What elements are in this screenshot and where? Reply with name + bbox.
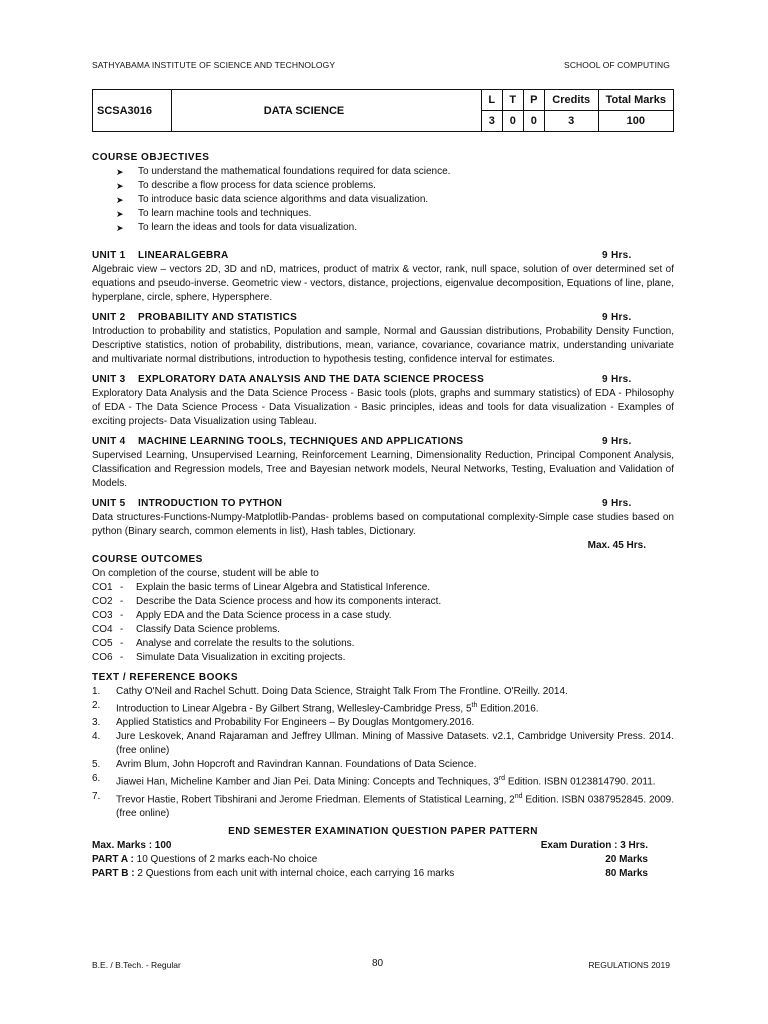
list-item: ➤ To learn the ideas and tools for data visualization. [116, 222, 358, 233]
outcomes-intro: On completion of the course, student will be able to [92, 568, 319, 579]
exam-pattern-title: END SEMESTER EXAMINATION QUESTION PAPER PATTERN [228, 825, 538, 837]
list-item: CO1 - Explain the basic terms of Linear Algebra and Statistical Inference. [92, 582, 431, 593]
list-item: 2. Introduction to Linear Algebra - By Gilbert Strang, Wellesley-Cambridge Press, 5th Edition.2016. [92, 700, 539, 715]
unit-2 [92, 311, 674, 367]
col-total-marks: Total Marks [598, 90, 673, 111]
exam-summary [92, 839, 674, 853]
col-l: L [481, 90, 502, 111]
unit-text: Exploratory Data Analysis and the Data Science Process - Basic tools (plots, graphs and summary statistics) of EDA - Philosophy of EDA - The Data Science Process - Data Visualization - Basic principles, ideas and tools for data visualization - Examples of exciting projects- Data Visualization using Tableau. [92, 388, 674, 427]
val-credits: 3 [544, 111, 598, 132]
document-body [92, 151, 674, 881]
arrow-icon: ➤ [116, 223, 124, 233]
arrow-icon: ➤ [116, 209, 124, 219]
list-item: CO4 - Classify Data Science problems. [92, 624, 280, 635]
unit-heading: UNIT 1 LINEARALGEBRA 9 Hrs. [92, 250, 632, 261]
unit-heading: UNIT 3 EXPLORATORY DATA ANALYSIS AND THE DATA SCIENCE PROCESS 9 Hrs. [92, 374, 632, 385]
unit-heading: UNIT 5 INTRODUCTION TO PYTHON 9 Hrs. [92, 498, 632, 509]
list-item: ➤ To learn machine tools and techniques. [116, 208, 312, 219]
list-item: CO3 - Apply EDA and the Data Science process in a case study. [92, 610, 392, 621]
unit-3 [92, 373, 674, 429]
exam-duration: Exam Duration : 3 Hrs. [540, 839, 648, 851]
objectives-heading: COURSE OBJECTIVES [92, 152, 210, 163]
list-item: CO6 - Simulate Data Visualization in exciting projects. [92, 652, 346, 663]
unit-4 [92, 435, 674, 491]
list-item: CO2 - Describe the Data Science process and how its components interact. [92, 596, 442, 607]
arrow-icon: ➤ [116, 195, 124, 205]
val-total-marks: 100 [598, 111, 673, 132]
program-label: B.E. / B.Tech. - Regular [92, 960, 181, 970]
outcomes-heading: COURSE OUTCOMES [92, 554, 203, 565]
val-l: 3 [481, 111, 502, 132]
list-item: 3. Applied Statistics and Probability For Engineers – By Douglas Montgomery.2016. [92, 717, 475, 729]
unit-heading: UNIT 2 PROBABILITY AND STATISTICS 9 Hrs. [92, 312, 632, 323]
list-item: ➤ To introduce basic data science algorithms and data visualization. [116, 194, 429, 205]
arrow-icon: ➤ [116, 167, 124, 177]
list-item: ➤ To describe a flow process for data science problems. [116, 180, 376, 191]
books-list [92, 685, 674, 821]
unit-1 [92, 249, 674, 305]
outcomes-list [92, 581, 674, 665]
arrow-icon: ➤ [116, 181, 124, 191]
unit-text: Algebraic view – vectors 2D, 3D and nD, matrices, product of matrix & vector, rank, null space, solution of over determined set of equations and pseudo-inverse. Geometric view - vectors, distance, projections, eigenvalue decomposition, Equations of line, plane, hyperplane, circle, sphere, Hypersphere. [92, 264, 674, 303]
unit-heading: UNIT 4 MACHINE LEARNING TOOLS, TECHNIQUES AND APPLICATIONS 9 Hrs. [92, 436, 632, 447]
list-item: 1. Cathy O'Neil and Rachel Schutt. Doing Data Science, Straight Talk From The Frontline. O'Reilly. 2014. [92, 686, 568, 697]
course-title: DATA SCIENCE [171, 90, 481, 132]
list-item: 6. Jiawei Han, Micheline Kamber and Jian Pei. Data Mining: Concepts and Techniques, 3rd Edition. ISBN 0123814790. 2011. [92, 773, 656, 788]
school-name: SCHOOL OF COMPUTING [564, 60, 670, 70]
val-t: 0 [502, 111, 523, 132]
list-item: 5. Avrim Blum, John Hopcroft and Ravindran Kannan. Foundations of Data Science. [92, 759, 477, 771]
unit-text: Data structures-Functions-Numpy-Matplotlib-Pandas- problems based on computational complexity-Simple case studies based on python (Binary search, common elements in list), Hash tables, Dictionary. [92, 512, 674, 537]
part-a: PART A : 10 Questions of 2 marks each-No choice 20 Marks [92, 853, 648, 865]
unit-text: Supervised Learning, Unsupervised Learning, Reinforcement Learning, Dimensionality Reduction, Principal Component Analysis, Classification and Regression models, Tree and Bayesian network models, Neural Networks, Testing, Evaluation and Validation of Models. [92, 450, 674, 489]
institute-name: SATHYABAMA INSTITUTE OF SCIENCE AND TECHNOLOGY [92, 60, 336, 70]
list-item: 7. Trevor Hastie, Robert Tibshirani and Jerome Friedman. Elements of Statistical Learning, 2nd Edition. ISBN 0387952845. 2009. (free online) [92, 790, 674, 819]
part-b: PART B : 2 Questions from each unit with internal choice, each carrying 16 marks 80 Marks [92, 867, 648, 879]
books-heading: TEXT / REFERENCE BOOKS [92, 672, 239, 683]
col-credits: Credits [544, 90, 598, 111]
objectives-list [92, 165, 674, 235]
page-number: 80 [372, 958, 384, 969]
list-item: ➤ To understand the mathematical foundations required for data science. [116, 166, 451, 177]
val-p: 0 [523, 111, 544, 132]
max-hours: Max. 45 Hrs. [587, 540, 646, 551]
list-item: 4. Jure Leskovek, Anand Rajaraman and Jeffrey Ullman. Mining of Massive Datasets. v2.1, Cambridge University Press. 2014. (free online) [92, 731, 674, 757]
max-marks: Max. Marks : 100 [92, 839, 172, 851]
col-p: P [523, 90, 544, 111]
regulations-label: REGULATIONS 2019 [588, 960, 670, 970]
unit-5 [92, 497, 674, 539]
list-item: CO5 - Analyse and correlate the results to the solutions. [92, 638, 355, 649]
course-code: SCSA3016 [93, 90, 172, 132]
unit-text: Introduction to probability and statistics, Population and sample, Normal and Gaussian distributions, Probability Density Function, Descriptive statistics, notion of probability, distributions, mean, variance, covariance, covariance matrix, understanding univariate and multivariate normal distributions, introduction to hypothesis testing, confidence interval for estimates. [92, 326, 674, 365]
course-table [92, 89, 674, 132]
col-t: T [502, 90, 523, 111]
